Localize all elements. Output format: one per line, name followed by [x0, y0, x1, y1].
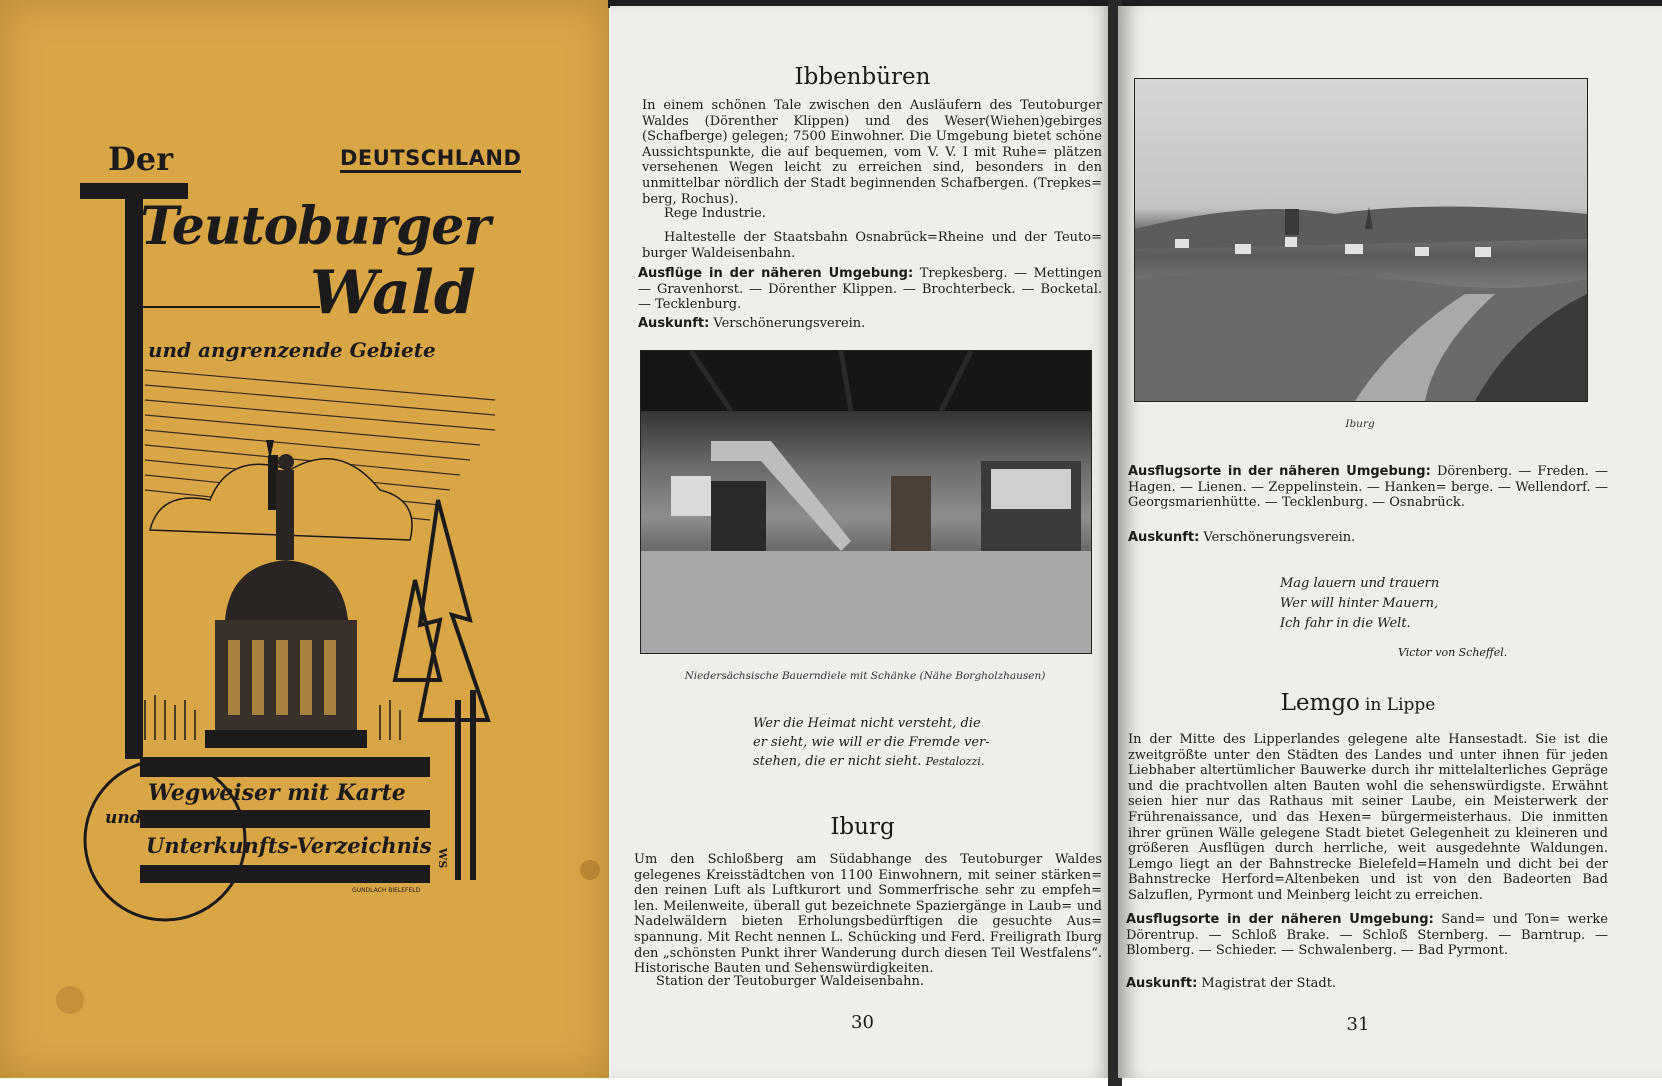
cover-banner-2: Unterkunfts-Verzeichnis [146, 833, 432, 858]
iburg-title: Iburg [830, 814, 895, 840]
poem-line-2: Wer will hinter Mauern, [1280, 596, 1439, 611]
iburg-excursions-text: Dörenberg. — Freden. — Hagen. — Lienen. — Zeppelinstein. — Hanken= berge. — Wellendorf. — Georgsmarienhütte. — Tecklenburg. — Osnabrück. [1128, 464, 1608, 511]
cover-und: und [105, 808, 142, 828]
cover-title-1: Teutoburger [140, 196, 490, 257]
ibbenbueren-excursions [638, 266, 1102, 313]
poem-author: Victor von Scheffel. [1398, 646, 1508, 659]
lemgo-title: Lemgo [1280, 690, 1360, 716]
lemgo-excursions [1126, 912, 1608, 959]
scheffel-poem [1280, 574, 1520, 634]
iburg-paragraph: Um den Schloßberg am Südabhange des Teutoburger Waldes gelegenes Kreisstädtchen von 1100 Einwohnern, mit seiner stärken= den reinen Luft als Luftkurort und Sommerfrische sehr zu empfeh= len. Meilenweite, überall gut bezeichnete Spaziergänge in Laub= und Nadelwäldern bieten Erholungsbedürftigen die gesuchte Aus= spannung. Mit Recht nennen L. Schücking und Ferd. Freiligrath Iburg den „schönsten Punkt ihrer Wanderung durch diesen Teil Westfalens“. Historische Bauten und Sehenswürdigkeiten. [634, 852, 1102, 977]
iburg-photo [1134, 78, 1588, 402]
bauerndiele-caption: Niedersächsische Bauerndiele mit Schänke (Nähe Borgholzhausen) [684, 670, 1046, 682]
ibbenbueren-paragraph: In einem schönen Tale zwischen den Ausläufern des Teutoburger Waldes (Dörenther Klippen) und des Weser(Wiehen)gebirges (Schafberge) gelegen; 7500 Einwohner. Die Umgebung bietet schöne Aussichtspunkte, die auf bequemen, vom V. V. I mit Ruhe= plätzen versehenen Wegen leicht zu erreichen sind, besonders in den unmittelbar nördlich der Stadt beginnenden Schafbergen. (Trepkes= berg, Rochus). [642, 98, 1102, 207]
ibbenbueren-info [638, 316, 1102, 332]
iburg-info [1128, 530, 1608, 546]
bauerndiele-photo [640, 350, 1092, 654]
page-31 [1118, 6, 1662, 1078]
cover-printer: GUNDLACH BIELEFELD [352, 887, 421, 894]
pestalozzi-quote-text: Wer die Heimat nicht versteht, die er sieht, wie will er die Fremde ver- stehen, die er nicht sieht. [753, 716, 990, 769]
lemgo-paragraph: In der Mitte des Lipperlandes gelegene alte Hansestadt. Sie ist die zweitgrößte unter den Städten des Landes und unter ihnen für jeden Liebhaber altertümlicher Bauwerke durch ihr mittelalterliches Gepräge und die prachtvollen alten Bauten wohl die sehenswürdigste. Erwähnt seien hier nur das Rathaus mit seiner Laube, ein Meisterwerk der Frührenaissance, und das Hexen= bürgermeisterhaus. Die inmitten ihrer grünen Wälle gelegene Stadt bietet Gelegenheit zu kleineren und größeren Ausflügen durch herrliche, weit ausgedehnte Waldungen. Lemgo liegt an der Bahnstrecke Bielefeld=Hameln und dicht bei der Bahnstrecke Herford=Altenbeken und ist von den Badeorten Bad Salzuflen, Pyrmont und Meinberg leicht zu erreichen. [1128, 732, 1608, 903]
iburg-excursions-label: Ausflugsorte in der näheren Umgebung: [1128, 464, 1431, 479]
cover-der: Der [108, 140, 173, 178]
poem-line-1: Mag lauern und trauern [1280, 576, 1440, 591]
page-number-31: 31 [1346, 1014, 1370, 1035]
ibbenbueren-excursions-text: Trepkesberg. — Mettingen — Gravenhorst. — Dörenther Klippen. — Brochterbeck. — Bocketal. — Tecklenburg. [638, 266, 1102, 313]
page-number-30: 30 [851, 1012, 874, 1033]
ibbenbueren-title: Ibbenbüren [794, 64, 931, 90]
poem-line-3: Ich fahr in die Welt. [1280, 616, 1411, 631]
lemgo-excursions-label: Ausflugsorte in der näheren Umgebung: [1126, 912, 1434, 927]
pestalozzi-quote [753, 714, 993, 771]
iburg-station: Station der Teutoburger Waldeisenbahn. [656, 974, 925, 989]
cover-initials: WS [436, 848, 449, 869]
lemgo-heading [1118, 690, 1598, 716]
book-cover [0, 0, 609, 1078]
iburg-photo-caption: Iburg [1345, 418, 1375, 430]
cover-country: DEUTSCHLAND [340, 146, 521, 173]
iburg-excursions [1128, 464, 1608, 511]
cover-subtitle: und angrenzende Gebiete [148, 338, 436, 362]
page-30 [610, 6, 1115, 1078]
ibbenbueren-info-text: Verschönerungsverein. [713, 316, 866, 331]
iburg-info-label: Auskunft: [1128, 530, 1200, 545]
cover-banner-1: Wegweiser mit Karte [148, 780, 406, 806]
iburg-info-text: Verschönerungsverein. [1203, 530, 1356, 545]
cover-title-2: Wald [310, 258, 476, 328]
lemgo-info-text: Magistrat der Stadt. [1201, 976, 1337, 991]
lemgo-info [1126, 976, 1608, 992]
lemgo-subtitle: in Lippe [1365, 695, 1436, 715]
pestalozzi-quote-author: Pestalozzi. [925, 755, 985, 768]
ibbenbueren-station: Haltestelle der Staatsbahn Osnabrück=Rheine und der Teuto= burger Waldeisenbahn. [642, 230, 1102, 261]
ibbenbueren-industry: Rege Industrie. [664, 206, 766, 221]
ibbenbueren-excursions-label: Ausflüge in der näheren Umgebung: [638, 266, 914, 281]
lemgo-excursions-text: Sand= und Ton= werke Dörentrup. — Schloß Brake. — Schloß Sternberg. — Barntrup. — Blomberg. — Schieder. — Schwalenberg. — Bad Pyrmont. [1126, 912, 1608, 959]
ibbenbueren-info-label: Auskunft: [638, 316, 710, 331]
lemgo-info-label: Auskunft: [1126, 976, 1198, 991]
